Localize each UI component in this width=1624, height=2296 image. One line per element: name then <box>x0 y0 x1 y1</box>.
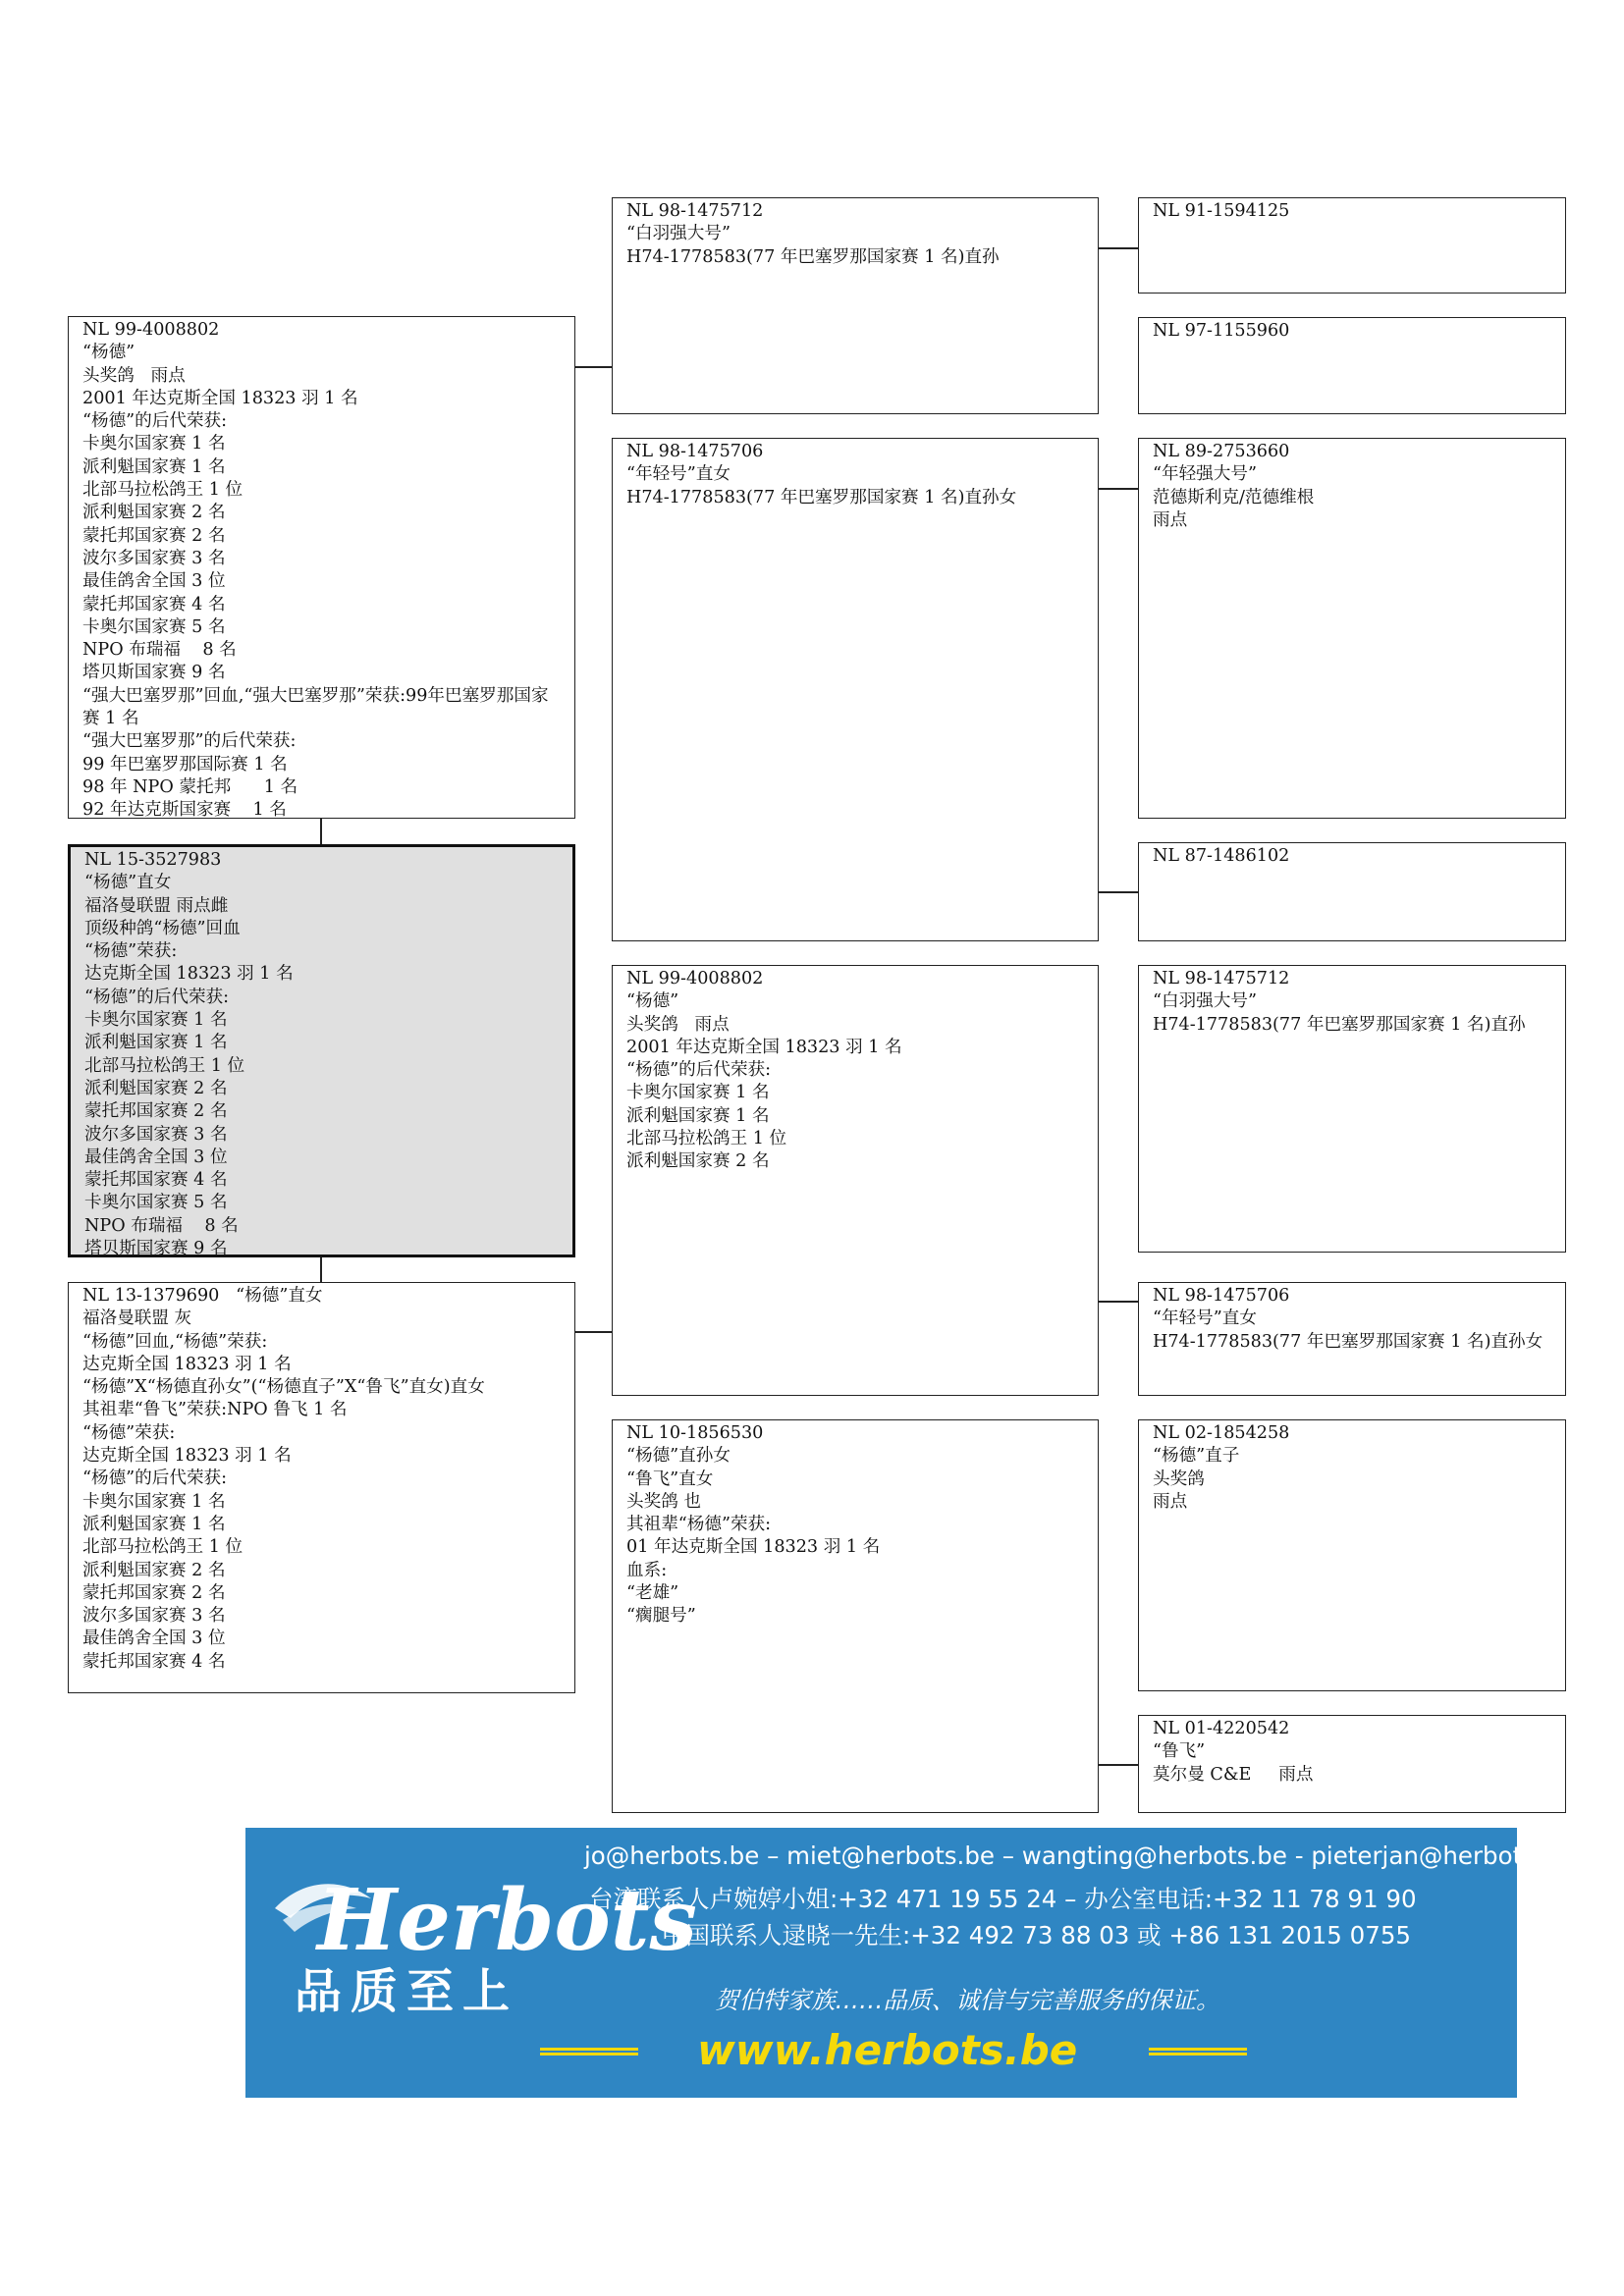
ring-number: NL 99-4008802 <box>626 969 764 988</box>
pedigree-line: 北部马拉松鸽王 1 位 <box>82 480 244 501</box>
herbots-banner <box>245 1828 1573 2098</box>
great-grandparent-card <box>1138 842 1566 941</box>
pedigree-line: 福洛曼联盟 雨点雌 <box>84 895 229 916</box>
pedigree-line: 达克斯全国 18323 羽 1 名 <box>84 964 294 985</box>
pedigree-line: 98 年 NPO 蒙托邦 1 名 <box>82 776 298 797</box>
pedigree-line: 派利魁国家赛 2 名 <box>84 1078 228 1098</box>
pedigree-line: 92 年达克斯国家赛 1 名 <box>82 800 287 821</box>
pedigree-line: “杨德”的后代荣获: <box>82 411 228 432</box>
pedigree-line: H74-1778583(77 年巴塞罗那国家赛 1 名)直孙女 <box>1153 1331 1543 1352</box>
pedigree-line: “杨德”X“杨德直孙女”(“杨德直子”X“鲁飞”直女)直女 <box>82 1377 485 1398</box>
connector-line <box>1099 247 1138 249</box>
ring-number: NL 98-1475706 <box>626 442 764 461</box>
ring-number: NL 98-1475712 <box>1153 969 1290 988</box>
pedigree-line: 卡奥尔国家赛 1 名 <box>82 1491 226 1512</box>
connector-line <box>575 1331 612 1333</box>
pedigree-line: “年轻号”直女 <box>1153 1308 1257 1329</box>
website-link[interactable]: www.herbots.be <box>697 2026 1078 2074</box>
subject-card <box>68 844 575 1257</box>
pedigree-line: 卡奥尔国家赛 5 名 <box>82 616 226 637</box>
pedigree-line: “杨德”的后代荣获: <box>82 1468 228 1489</box>
pedigree-line: “杨德”荣获: <box>82 1422 176 1443</box>
pedigree-line: “杨德”直孙女 <box>626 1446 731 1467</box>
pedigree-line: 蒙托邦国家赛 2 名 <box>82 525 226 546</box>
china-contact: 中国联系人逯晓一先生:+32 492 73 88 03 或 +86 131 2015 0755 <box>662 1921 1412 1949</box>
pedigree-line: 蒙托邦国家赛 2 名 <box>82 1582 226 1603</box>
pedigree-line: 波尔多国家赛 3 名 <box>84 1124 228 1145</box>
great-grandparent-card <box>1138 965 1566 1253</box>
pedigree-line: “年轻号”直女 <box>626 464 731 485</box>
pedigree-line: 北部马拉松鸽王 1 位 <box>626 1129 787 1149</box>
pedigree-line: 2001 年达克斯全国 18323 羽 1 名 <box>626 1037 902 1057</box>
pedigree-line: “杨德”的后代荣获: <box>626 1060 772 1081</box>
ring-number: NL 98-1475706 <box>1153 1286 1290 1306</box>
pedigree-line: “杨德” <box>82 343 135 363</box>
decorative-bar <box>540 2048 638 2056</box>
pedigree-line: “鲁飞” <box>1153 1741 1206 1762</box>
dam-dam-card <box>612 1419 1099 1813</box>
pedigree-line: 卡奥尔国家赛 1 名 <box>626 1083 770 1103</box>
pedigree-line: 蒙托邦国家赛 4 名 <box>82 1651 226 1672</box>
pedigree-line: 雨点 <box>1153 509 1188 530</box>
ring-number: NL 15-3527983 <box>84 850 222 870</box>
pedigree-line: “杨德”直子 <box>1153 1446 1240 1467</box>
pedigree-line: 北部马拉松鸽王 1 位 <box>82 1537 244 1558</box>
pedigree-line: “杨德”荣获: <box>84 941 178 962</box>
pedigree-line: 派利魁国家赛 1 名 <box>82 456 226 477</box>
great-grandparent-card <box>1138 1282 1566 1396</box>
pedigree-line: 头奖鸽 <box>1153 1468 1205 1489</box>
pedigree-line: 蒙托邦国家赛 4 名 <box>82 594 226 614</box>
pedigree-line: “年轻强大号” <box>1153 464 1257 485</box>
pedigree-line: “白羽强大号” <box>626 224 731 244</box>
pedigree-line: “杨德” <box>626 991 679 1012</box>
pedigree-line: 范德斯利克/范德维根 <box>1153 487 1315 507</box>
pedigree-line: 蒙托邦国家赛 4 名 <box>84 1170 228 1191</box>
pedigree-line: H74-1778583(77 年巴塞罗那国家赛 1 名)直孙 <box>1153 1014 1526 1035</box>
great-grandparent-card <box>1138 317 1566 414</box>
connector-line <box>1099 1764 1138 1766</box>
pedigree-line: “杨德”的后代荣获: <box>84 987 230 1007</box>
dam-sire-card <box>612 965 1099 1396</box>
ring-number: NL 02-1854258 <box>1153 1423 1290 1443</box>
dam-card <box>68 1282 575 1693</box>
decorative-bar <box>1149 2048 1247 2056</box>
tagline: 品质至上 <box>295 1964 519 2019</box>
pedigree-line: 北部马拉松鸽王 1 位 <box>84 1055 245 1076</box>
ring-number: NL 10-1856530 <box>626 1423 764 1443</box>
pedigree-line: “瘸腿号” <box>626 1606 696 1627</box>
pedigree-line: 01 年达克斯全国 18323 羽 1 名 <box>626 1537 881 1558</box>
pedigree-line: 雨点 <box>1153 1491 1188 1512</box>
pedigree-line: “强大巴塞罗那”的后代荣获: <box>82 731 297 752</box>
pedigree-line: 卡奥尔国家赛 5 名 <box>84 1193 228 1213</box>
pedigree-line: 福洛曼联盟 灰 <box>82 1308 192 1329</box>
ring-number: NL 99-4008802 <box>82 320 220 340</box>
pedigree-line: 派利魁国家赛 1 名 <box>626 1105 770 1126</box>
pedigree-line: 卡奥尔国家赛 1 名 <box>84 1010 228 1031</box>
pedigree-line: 波尔多国家赛 3 名 <box>82 1606 226 1627</box>
pedigree-line: 99 年巴塞罗那国际赛 1 名 <box>82 754 288 774</box>
pedigree-line: 莫尔曼 C&E 雨点 <box>1153 1764 1314 1785</box>
pedigree-line: “鲁飞”直女 <box>626 1468 714 1489</box>
pedigree-line: NPO 布瑞福 8 名 <box>84 1215 239 1236</box>
pedigree-line: 最佳鸽舍全国 3 位 <box>84 1147 228 1167</box>
ring-number: NL 91-1594125 <box>1153 201 1290 221</box>
pedigree-line: “杨德”回血,“杨德”荣获: <box>82 1331 268 1352</box>
svg-text:Herbots: Herbots <box>317 1871 697 1970</box>
slogan: 贺伯特家族……品质、诚信与完善服务的保证。 <box>715 1986 1220 2014</box>
connector-line <box>320 1257 322 1282</box>
pedigree-line: 最佳鸽舍全国 3 位 <box>82 1629 226 1649</box>
connector-line <box>1099 1301 1138 1303</box>
pedigree-line: 头奖鸽 也 <box>626 1491 701 1512</box>
pedigree-line: 其祖辈“杨德”荣获: <box>626 1515 772 1535</box>
sire-card <box>68 316 575 819</box>
pedigree-line: “白羽强大号” <box>1153 991 1257 1012</box>
ring-number: NL 13-1379690 “杨德”直女 <box>82 1286 323 1306</box>
connector-line <box>320 819 322 844</box>
connector-line <box>1099 891 1138 893</box>
great-grandparent-card <box>1138 438 1566 819</box>
pedigree-line: 顶级种鸽“杨德”回血 <box>84 918 241 938</box>
great-grandparent-card <box>1138 1419 1566 1691</box>
pedigree-line: “老雄” <box>626 1583 679 1604</box>
ring-number: NL 87-1486102 <box>1153 846 1290 866</box>
ring-number: NL 89-2753660 <box>1153 442 1290 461</box>
ring-number: NL 01-4220542 <box>1153 1719 1290 1738</box>
ring-number: NL 98-1475712 <box>626 201 764 221</box>
pedigree-line: “杨德”直女 <box>84 873 172 893</box>
great-grandparent-card <box>1138 197 1566 294</box>
pedigree-line: 血系: <box>626 1560 668 1580</box>
pedigree-line: NPO 布瑞福 8 名 <box>82 640 237 661</box>
sire-sire-card <box>612 197 1099 414</box>
pedigree-line: 派利魁国家赛 1 名 <box>82 1514 226 1534</box>
ring-number: NL 97-1155960 <box>1153 321 1290 341</box>
pedigree-line: H74-1778583(77 年巴塞罗那国家赛 1 名)直孙女 <box>626 487 1017 507</box>
pedigree-line: 其祖辈“鲁飞”荣获:NPO 鲁飞 1 名 <box>82 1400 348 1420</box>
email-line[interactable]: jo@herbots.be – miet@herbots.be – wangting@herbots.be - pieterjan@herbots.be <box>584 1842 1573 1870</box>
sire-dam-card <box>612 438 1099 941</box>
pedigree-line: 蒙托邦国家赛 2 名 <box>84 1101 228 1122</box>
pedigree-line: 头奖鸽 雨点 <box>626 1014 730 1035</box>
pedigree-line: 头奖鸽 雨点 <box>82 365 186 386</box>
pedigree-line: 达克斯全国 18323 羽 1 名 <box>82 1354 292 1374</box>
pedigree-line: 卡奥尔国家赛 1 名 <box>82 434 226 454</box>
connector-line <box>1099 488 1138 490</box>
taiwan-contact: 台湾联系人卢婉婷小姐:+32 471 19 55 24 – 办公室电话:+32 11 78 91 90 <box>589 1885 1417 1913</box>
pedigree-line: 塔贝斯国家赛 9 名 <box>82 663 226 683</box>
pedigree-line: 最佳鸽舍全国 3 位 <box>82 571 226 592</box>
connector-line <box>575 366 612 368</box>
pedigree-line: “强大巴塞罗那”回血,“强大巴塞罗那”荣获:99年巴塞罗那国家赛 1 名 <box>82 685 549 729</box>
pedigree-line: 达克斯全国 18323 羽 1 名 <box>82 1446 292 1467</box>
pedigree-line: 派利魁国家赛 2 名 <box>626 1151 770 1172</box>
pedigree-line: 塔贝斯国家赛 9 名 <box>84 1239 228 1259</box>
pedigree-line: 波尔多国家赛 3 名 <box>82 548 226 568</box>
pedigree-line: H74-1778583(77 年巴塞罗那国家赛 1 名)直孙 <box>626 246 1000 267</box>
pedigree-line: 2001 年达克斯全国 18323 羽 1 名 <box>82 388 358 408</box>
pedigree-line: 派利魁国家赛 1 名 <box>84 1033 228 1053</box>
great-grandparent-card <box>1138 1715 1566 1813</box>
pedigree-line: 派利魁国家赛 2 名 <box>82 503 226 523</box>
pedigree-line: 派利魁国家赛 2 名 <box>82 1560 226 1580</box>
